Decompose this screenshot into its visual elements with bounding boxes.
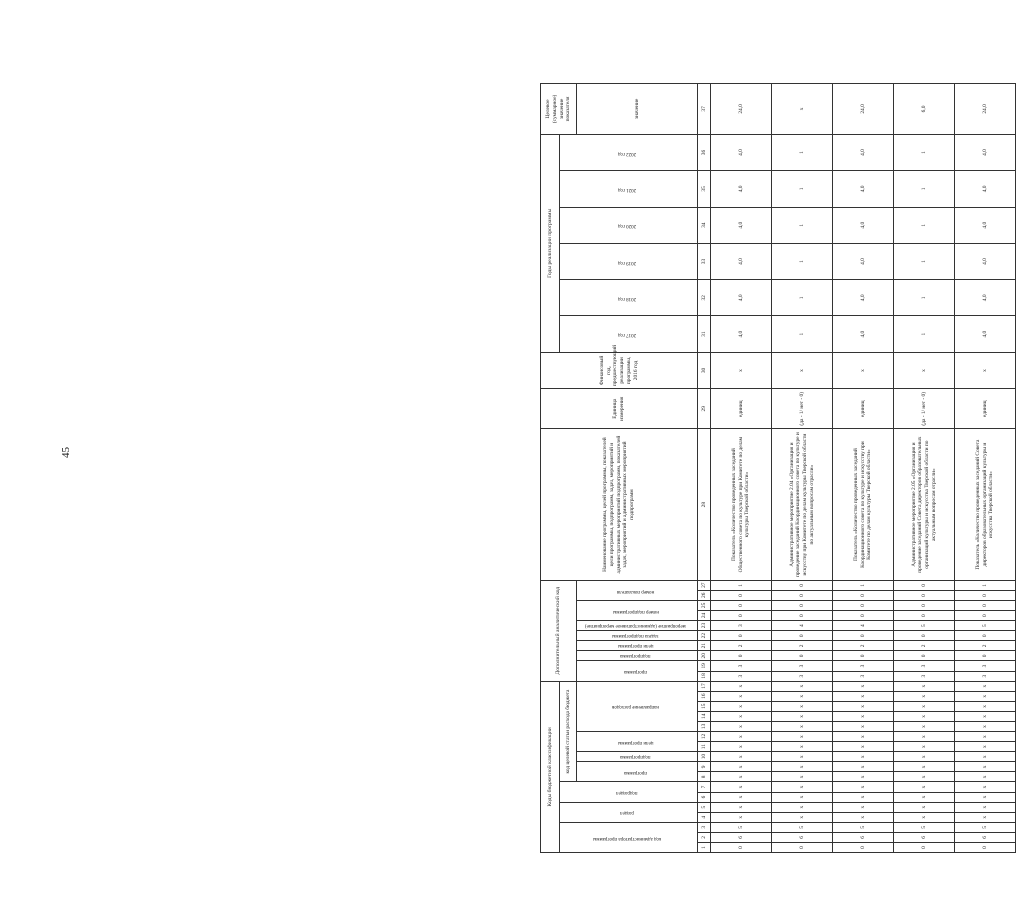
row-unit: (да - 1/ нет - 0) — [894, 389, 955, 429]
code-cell: 5 — [772, 822, 833, 832]
row-year-value: 1 — [894, 243, 955, 279]
column-number: 3 — [698, 822, 711, 832]
code-cell: х — [772, 681, 833, 691]
table-row — [711, 84, 772, 853]
code-cell: 0 — [894, 611, 955, 621]
code-cell: х — [955, 701, 1016, 711]
column-number: 2 — [698, 832, 711, 842]
code-cell: 5 — [894, 822, 955, 832]
header-section: раздел — [560, 802, 698, 822]
row-unit: единиц — [955, 389, 1016, 429]
header-admin: код администратора программы — [560, 822, 698, 852]
column-number: 17 — [698, 681, 711, 691]
column-number: 28 — [698, 429, 711, 580]
row-final-value: 24,0 — [955, 84, 1016, 135]
code-cell: 3 — [894, 661, 955, 671]
code-cell: 2 — [772, 641, 833, 651]
code-cell: х — [833, 752, 894, 762]
row-base-year: х — [711, 352, 772, 388]
column-number: 11 — [698, 742, 711, 752]
code-cell: х — [894, 732, 955, 742]
row-final-value: 6,0 — [894, 84, 955, 135]
column-number: 31 — [698, 316, 711, 352]
column-number: 13 — [698, 721, 711, 731]
row-name: Показатель «Количество проведенных заседаний Координационного совета по культуре и искусству при Комитете по делам культуры Тверской области» — [833, 429, 894, 580]
column-number: 21 — [698, 641, 711, 651]
row-name: Показатель «Количество проведенных заседаний Совета директоров образовательных организаций культуры и искусства Тверской области» — [955, 429, 1016, 580]
code-cell: х — [772, 752, 833, 762]
row-year-value: 4,0 — [833, 171, 894, 207]
row-year-value: 1 — [772, 207, 833, 243]
code-cell: х — [833, 701, 894, 711]
code-cell: 6 — [711, 832, 772, 842]
code-cell: х — [711, 762, 772, 772]
code-cell: 0 — [894, 580, 955, 590]
column-number: 24 — [698, 611, 711, 621]
code-cell: 0 — [772, 651, 833, 661]
code-cell: 0 — [711, 611, 772, 621]
column-number: 35 — [698, 171, 711, 207]
column-number: 33 — [698, 243, 711, 279]
column-number-row — [698, 84, 711, 853]
header-year-2021: 2021 год — [560, 171, 698, 207]
row-unit: (да - 1/ нет - 0) — [772, 389, 833, 429]
row-unit: единиц — [711, 389, 772, 429]
code-cell: 0 — [833, 651, 894, 661]
row-base-year: х — [894, 352, 955, 388]
code-cell: х — [772, 721, 833, 731]
row-year-value: 4,0 — [833, 134, 894, 170]
code-cell: х — [894, 711, 955, 721]
code-cell: 6 — [894, 832, 955, 842]
code-cell: 0 — [772, 842, 833, 852]
row-year-value: 1 — [772, 134, 833, 170]
row-final-value: 24,0 — [833, 84, 894, 135]
header-year-2017: 2017 год — [560, 316, 698, 352]
code-cell: х — [955, 802, 1016, 812]
row-year-value: 4,0 — [711, 280, 772, 316]
column-number: 20 — [698, 651, 711, 661]
header-analytic-event: мероприятие (административное мероприятие) — [577, 621, 698, 631]
code-cell: 0 — [833, 601, 894, 611]
row-year-value: 1 — [894, 134, 955, 170]
column-number: 6 — [698, 792, 711, 802]
code-cell: 0 — [711, 590, 772, 600]
column-number: 14 — [698, 711, 711, 721]
row-base-year: х — [772, 352, 833, 388]
code-cell: х — [833, 711, 894, 721]
header-extra-group: Дополнительный аналитический код — [541, 580, 577, 681]
column-number: 15 — [698, 701, 711, 711]
column-number: 19 — [698, 661, 711, 671]
code-cell: 4 — [833, 621, 894, 631]
header-analytic-goal: цели программы — [577, 641, 698, 651]
column-number: 30 — [698, 352, 711, 388]
header-program: программа — [577, 762, 698, 782]
header-final-group: Целевое (суммарное) значение показателя — [541, 84, 577, 135]
code-cell: 0 — [955, 631, 1016, 641]
code-cell: х — [772, 701, 833, 711]
code-cell: 0 — [711, 842, 772, 852]
header-analytic-task: задача подпрограммы — [577, 631, 698, 641]
code-cell: 2 — [894, 641, 955, 651]
code-cell: 0 — [772, 611, 833, 621]
row-year-value: 4,0 — [711, 243, 772, 279]
column-number: 32 — [698, 280, 711, 316]
code-cell: х — [772, 772, 833, 782]
code-cell: 2 — [711, 641, 772, 651]
code-cell: 0 — [955, 590, 1016, 600]
code-cell: х — [894, 752, 955, 762]
code-cell: х — [894, 681, 955, 691]
header-codes-group: Коды бюджетной классификации — [541, 681, 560, 852]
code-cell: 3 — [711, 671, 772, 681]
code-cell: х — [833, 762, 894, 772]
code-cell: х — [894, 701, 955, 711]
column-number: 9 — [698, 762, 711, 772]
code-cell: х — [894, 691, 955, 701]
code-cell: х — [894, 802, 955, 812]
code-cell: х — [711, 681, 772, 691]
row-name: Административное мероприятие 2.04 «Организация и проведение заседаний Координационного совета по культуре и искусству при Комитете по делам культуры Тверской области по актуальным вопросам отрасли» — [772, 429, 833, 580]
row-final-value: 24,0 — [711, 84, 772, 135]
code-cell: х — [894, 762, 955, 772]
code-cell: 0 — [833, 842, 894, 852]
code-cell: 0 — [894, 842, 955, 852]
header-unit: Единица измерения — [541, 389, 698, 429]
column-number: 34 — [698, 207, 711, 243]
code-cell: х — [833, 812, 894, 822]
code-cell: х — [955, 721, 1016, 731]
code-cell: 5 — [833, 822, 894, 832]
table-row — [955, 84, 1016, 853]
row-name: Административное мероприятие 2.05 «Организация и проведение заседаний Совета директоров образовательных организаций культуры и искусства Тверской области по актуальным вопросам отрасли» — [894, 429, 955, 580]
row-year-value: 4,0 — [955, 207, 1016, 243]
row-year-value: 1 — [772, 171, 833, 207]
row-year-value: 4,0 — [955, 171, 1016, 207]
row-base-year: х — [833, 352, 894, 388]
code-cell: х — [833, 782, 894, 792]
rotated-table-sheet — [540, 83, 995, 853]
column-number: 10 — [698, 752, 711, 762]
code-cell: х — [772, 762, 833, 772]
code-cell: х — [833, 792, 894, 802]
code-cell: 0 — [711, 631, 772, 641]
code-cell: х — [711, 701, 772, 711]
column-number: 22 — [698, 631, 711, 641]
row-year-value: 1 — [894, 316, 955, 352]
row-year-value: 1 — [894, 171, 955, 207]
code-cell: х — [772, 742, 833, 752]
row-name: Показатель «Количество проведенных заседаний Общественного совета по культуре при Комитете по делам культуры Тверской области» — [711, 429, 772, 580]
code-cell: х — [894, 812, 955, 822]
code-cell: 3 — [772, 661, 833, 671]
code-cell: 0 — [772, 580, 833, 590]
code-cell: 6 — [772, 832, 833, 842]
row-year-value: 4,0 — [955, 280, 1016, 316]
header-name: Наименование программы, целей программы, показателей цели программы, подпрограмм, задач, мероприятий и административных мероприятий подпрограмм, показателей задач, мероприятий и административных мероприятий подпрограмм — [541, 429, 698, 580]
code-cell: х — [772, 691, 833, 701]
code-cell: х — [711, 812, 772, 822]
header-subsection: подраздел — [560, 782, 698, 802]
column-number: 29 — [698, 389, 711, 429]
code-cell: 5 — [894, 621, 955, 631]
row-year-value: 4,0 — [955, 243, 1016, 279]
code-cell: х — [894, 721, 955, 731]
code-cell: х — [711, 721, 772, 731]
code-cell: 3 — [711, 661, 772, 671]
code-cell: 5 — [955, 822, 1016, 832]
header-year-2020: 2020 год — [560, 207, 698, 243]
header-cfr: код целевой статьи расхода бюджета — [560, 681, 577, 782]
code-cell: х — [833, 721, 894, 731]
code-cell: х — [711, 752, 772, 762]
row-unit: единиц — [833, 389, 894, 429]
code-cell: 0 — [894, 601, 955, 611]
code-cell: 1 — [955, 580, 1016, 590]
code-cell: 3 — [833, 661, 894, 671]
code-cell: х — [833, 802, 894, 812]
header-analytic-program: программа — [577, 661, 698, 681]
code-cell: х — [711, 711, 772, 721]
header-analytic-event-num: номер подпрограммы — [577, 601, 698, 621]
code-cell: х — [772, 812, 833, 822]
header-analytic-subprogram: подпрограмма — [577, 651, 698, 661]
column-number: 4 — [698, 812, 711, 822]
code-cell: 6 — [955, 832, 1016, 842]
row-year-value: 4,0 — [955, 316, 1016, 352]
code-cell: 0 — [894, 590, 955, 600]
column-number: 18 — [698, 671, 711, 681]
row-year-value: 4,0 — [711, 316, 772, 352]
code-cell: х — [772, 792, 833, 802]
code-cell: х — [711, 732, 772, 742]
code-cell: 1 — [833, 580, 894, 590]
code-cell: х — [894, 772, 955, 782]
row-year-value: 4,0 — [833, 207, 894, 243]
code-cell: х — [955, 711, 1016, 721]
code-cell: х — [833, 681, 894, 691]
column-number: 12 — [698, 732, 711, 742]
column-number: 37 — [698, 84, 711, 135]
column-number: 27 — [698, 580, 711, 590]
code-cell: х — [955, 742, 1016, 752]
code-cell: 0 — [711, 601, 772, 611]
code-cell: 3 — [955, 661, 1016, 671]
code-cell: х — [955, 772, 1016, 782]
code-cell: х — [711, 802, 772, 812]
code-cell: х — [955, 752, 1016, 762]
page-number: 45 — [60, 447, 72, 458]
column-number: 7 — [698, 782, 711, 792]
header-final-value: значение — [577, 84, 698, 135]
code-cell: 4 — [772, 621, 833, 631]
code-cell: х — [955, 812, 1016, 822]
code-cell: х — [711, 772, 772, 782]
code-cell: х — [772, 802, 833, 812]
row-year-value: 4,0 — [833, 243, 894, 279]
code-cell: 2 — [955, 641, 1016, 651]
code-cell: 3 — [894, 671, 955, 681]
row-year-value: 4,0 — [711, 207, 772, 243]
code-cell: 0 — [833, 631, 894, 641]
row-year-value: 4,0 — [833, 280, 894, 316]
code-cell: х — [955, 732, 1016, 742]
row-year-value: 1 — [772, 243, 833, 279]
table-row — [772, 84, 833, 853]
header-base-year: Финансовый год, предшествующий реализации программы, 2016 год — [541, 352, 698, 388]
column-number: 26 — [698, 590, 711, 600]
header-year-2018: 2018 год — [560, 280, 698, 316]
code-cell: 3 — [711, 621, 772, 631]
code-cell: х — [894, 782, 955, 792]
row-final-value: х — [772, 84, 833, 135]
code-cell: х — [894, 792, 955, 802]
code-cell: 3 — [772, 671, 833, 681]
code-cell: х — [833, 691, 894, 701]
code-cell: х — [955, 681, 1016, 691]
code-cell: х — [833, 742, 894, 752]
code-cell: х — [833, 772, 894, 782]
header-year-2022: 2022 год — [560, 134, 698, 170]
code-cell: х — [955, 782, 1016, 792]
program-indicators-table — [540, 83, 1016, 853]
header-years-group: Годы реализации программы — [541, 134, 560, 352]
row-year-value: 1 — [894, 280, 955, 316]
code-cell: х — [772, 782, 833, 792]
code-cell: 5 — [955, 621, 1016, 631]
header-program-goal: цели программы — [577, 732, 698, 752]
column-number: 1 — [698, 842, 711, 852]
code-cell: 3 — [833, 671, 894, 681]
code-cell: 0 — [894, 651, 955, 661]
header-direction: направление расходов — [577, 681, 698, 731]
column-number: 5 — [698, 802, 711, 812]
column-number: 8 — [698, 772, 711, 782]
row-year-value: 4,0 — [711, 134, 772, 170]
row-year-value: 4,0 — [955, 134, 1016, 170]
row-base-year: х — [955, 352, 1016, 388]
header-analytic-indicator: номер показателя — [577, 580, 698, 600]
code-cell: х — [711, 792, 772, 802]
code-cell: 5 — [711, 822, 772, 832]
code-cell: 0 — [955, 651, 1016, 661]
row-year-value: 4,0 — [711, 171, 772, 207]
code-cell: 0 — [955, 842, 1016, 852]
code-cell: 1 — [711, 580, 772, 590]
code-cell: х — [772, 711, 833, 721]
row-year-value: 1 — [772, 316, 833, 352]
code-cell: 0 — [955, 611, 1016, 621]
column-number: 23 — [698, 621, 711, 631]
code-cell: х — [955, 792, 1016, 802]
code-cell: 0 — [772, 631, 833, 641]
row-year-value: 1 — [772, 280, 833, 316]
code-cell: х — [772, 732, 833, 742]
code-cell: 6 — [833, 832, 894, 842]
code-cell: 3 — [955, 671, 1016, 681]
code-cell: х — [894, 742, 955, 752]
row-year-value: 1 — [894, 207, 955, 243]
code-cell: х — [955, 691, 1016, 701]
column-number: 25 — [698, 601, 711, 611]
table-row — [894, 84, 955, 853]
header-subprogram: подпрограмма — [577, 752, 698, 762]
code-cell: х — [955, 762, 1016, 772]
code-cell: 0 — [833, 590, 894, 600]
code-cell: 0 — [894, 631, 955, 641]
code-cell: 0 — [711, 651, 772, 661]
column-number: 36 — [698, 134, 711, 170]
header-year-2019: 2019 год — [560, 243, 698, 279]
code-cell: 2 — [833, 641, 894, 651]
code-cell: 0 — [833, 611, 894, 621]
table-row — [833, 84, 894, 853]
code-cell: 0 — [772, 590, 833, 600]
row-year-value: 4,0 — [833, 316, 894, 352]
code-cell: х — [833, 732, 894, 742]
code-cell: х — [711, 742, 772, 752]
column-number: 16 — [698, 691, 711, 701]
code-cell: 0 — [955, 601, 1016, 611]
code-cell: х — [711, 691, 772, 701]
code-cell: 0 — [772, 601, 833, 611]
code-cell: х — [711, 782, 772, 792]
